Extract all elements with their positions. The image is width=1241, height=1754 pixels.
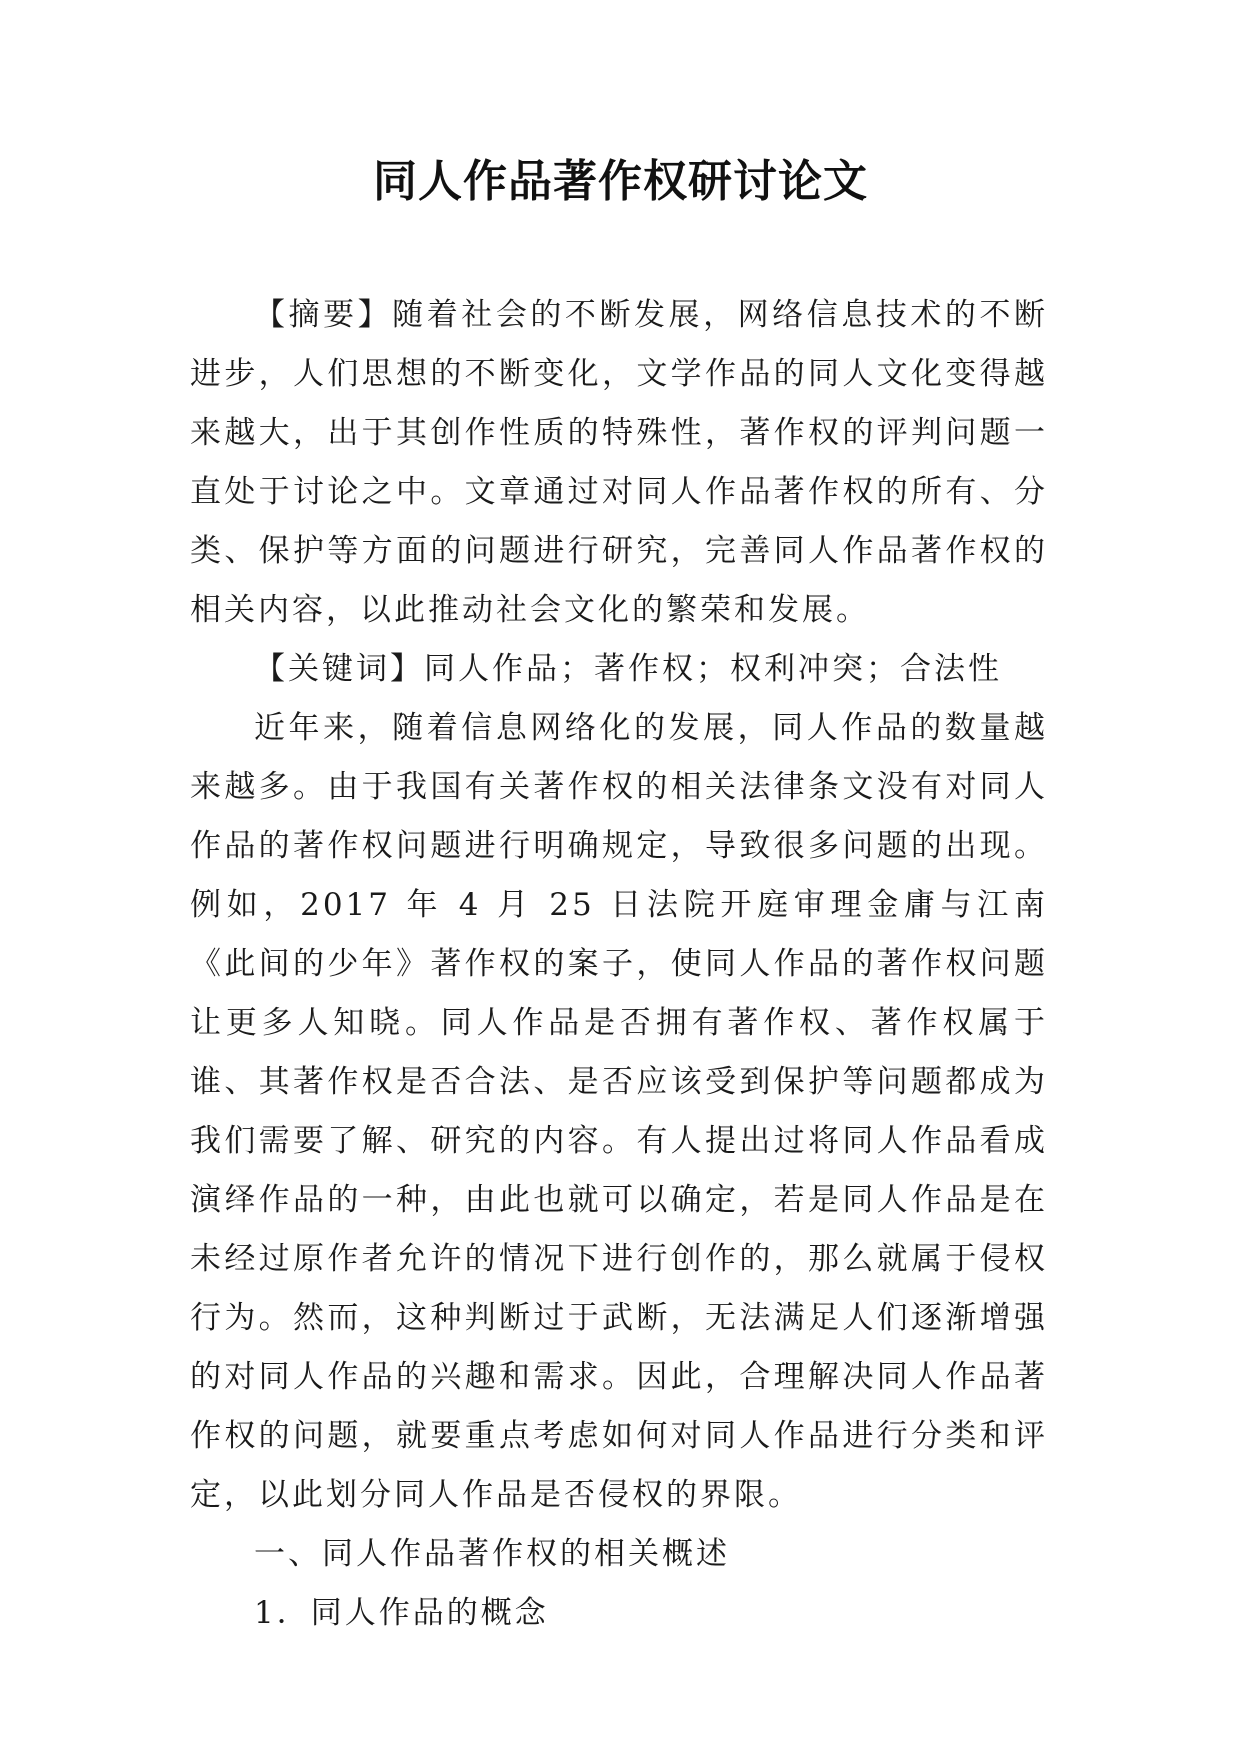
document-title: 同人作品著作权研讨论文 bbox=[373, 156, 868, 207]
section-heading: 一、同人作品著作权的相关概述 bbox=[254, 1536, 730, 1572]
abstract-paragraph: 【摘要】随着社会的不断发展，网络信息技术的不断进步，人们思想的不断变化，文学作品的同人文化变得越来越大，出于其创作性质的特殊性，著作权的评判问题一直处于讨论之中。文章通过对同人作品著作权的所有、分类、保护等方面的问题进行研究，完善同人作品著作权的相关内容，以此推动社会文化的繁荣和发展。 bbox=[190, 297, 1048, 628]
document-body bbox=[190, 286, 1048, 1643]
subsection-heading: 1．同人作品的概念 bbox=[254, 1595, 549, 1631]
keywords-paragraph: 【关键词】同人作品；著作权；权利冲突；合法性 bbox=[254, 651, 1002, 687]
intro-paragraph: 近年来，随着信息网络化的发展，同人作品的数量越来越多。由于我国有关著作权的相关法律条文没有对同人作品的著作权问题进行明确规定，导致很多问题的出现。例如，2017 年 4 月 25 日法院开庭审理金庸与江南《此间的少年》著作权的案子，使同人作品的著作权问题让更多人知晓。同人作品是否拥有著作权、著作权属于谁、其著作权是否合法、是否应该受到保护等问题都成为我们需要了解、研究的内容。有人提出过将同人作品看成演绎作品的一种，由此也就可以确定，若是同人作品是在未经过原作者允许的情况下进行创作的，那么就属于侵权行为。然而，这种判断过于武断，无法满足人们逐渐增强的对同人作品的兴趣和需求。因此，合理解决同人作品著作权的问题，就要重点考虑如何对同人作品进行分类和评定，以此划分同人作品是否侵权的界限。 bbox=[190, 710, 1048, 1513]
